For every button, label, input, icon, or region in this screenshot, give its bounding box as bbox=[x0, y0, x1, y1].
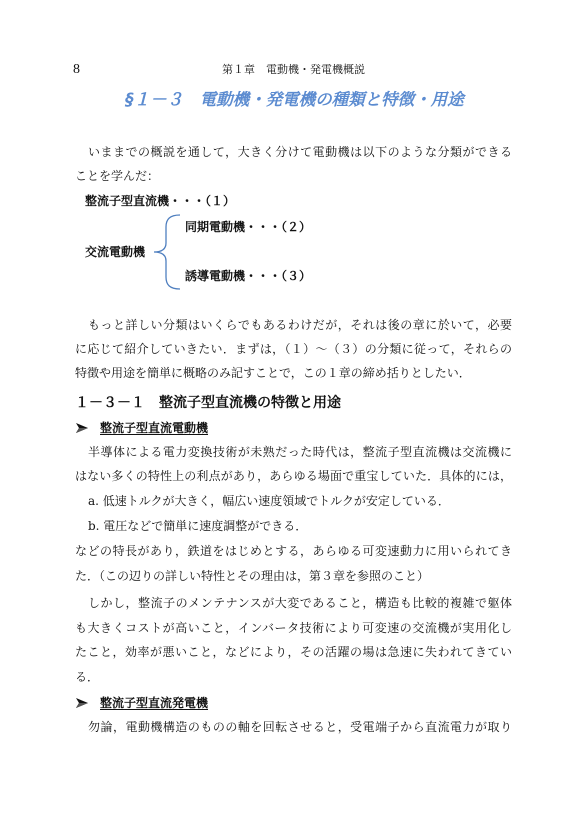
paragraph-line: た．（この辺りの詳しい特性とその理由は，第３章を参照のこと） bbox=[75, 569, 430, 583]
section-title: §１－３ 電動機・発電機の種類と特徴・用途 bbox=[125, 90, 464, 109]
list-item: b. 電圧などで簡単に速度調整ができる． bbox=[88, 519, 308, 533]
paragraph-line: 半導体による電力変換技術が未熟だった時代は，整流子型直流機は交流機に bbox=[88, 445, 512, 459]
paragraph-line: たこと，効率が悪いこと，などにより，その活躍の場は急速に失われてきてい bbox=[75, 645, 512, 659]
bullet-label: 整流子型直流発電機 bbox=[100, 696, 209, 710]
paragraph-line: る． bbox=[75, 670, 100, 684]
bullet-dc-generator bbox=[75, 691, 208, 715]
arrow-bullet-icon bbox=[75, 422, 89, 434]
bullet-label: 整流子型直流電動機 bbox=[100, 421, 209, 435]
paragraph-line: 勿論，電動機構造のものの軸を回転させると，受電端子から直流電力が取り bbox=[88, 720, 512, 734]
bullet-dc-motor bbox=[75, 416, 208, 440]
classification-ac-synchronous: 同期電動機・・・（２） bbox=[185, 220, 312, 234]
page-number: 8 bbox=[73, 62, 80, 77]
paragraph-line: も大きくコストが高いこと，インバータ技術により可変速の交流機が実用化し bbox=[75, 621, 512, 635]
paragraph-line: などの特長があり，鉄道をはじめとする，あらゆる可変速動力に用いられてき bbox=[75, 544, 512, 558]
subsection-heading: １－３－１ 整流子型直流機の特徴と用途 bbox=[75, 395, 341, 411]
paragraph-line: 特徴や用途を簡単に概略のみ記すことで，この１章の締め括りとしたい． bbox=[75, 366, 471, 380]
paragraph-line: いままでの概説を通して，大きく分けて電動機は以下のような分類ができる bbox=[88, 145, 512, 159]
paragraph-line: しかし，整流子のメンテナンスが大変であること，構造も比較的複雑で躯体 bbox=[88, 596, 512, 610]
paragraph-line: もっと詳しい分類はいくらでもあるわけだが，それは後の章に於いて，必要 bbox=[88, 318, 512, 332]
curly-brace bbox=[152, 213, 182, 291]
arrow-bullet-icon bbox=[75, 697, 89, 709]
chapter-header: 第１章 電動機・発電機概説 bbox=[222, 63, 365, 76]
list-item: a. 低速トルクが大きく，幅広い速度領域でトルクが安定している． bbox=[88, 494, 450, 508]
classification-ac: 交流電動機 bbox=[85, 245, 146, 259]
paragraph-line: ことを学んだ： bbox=[75, 169, 160, 183]
classification-dc: 整流子型直流機・・・（１） bbox=[85, 194, 236, 208]
classification-ac-induction: 誘導電動機・・・（３） bbox=[185, 269, 312, 283]
paragraph-line: はない多くの特性上の利点があり，あらゆる場面で重宝していた．具体的には， bbox=[75, 469, 512, 483]
paragraph-line: に応じて紹介していきたい．まずは，（１）～（３）の分類に従って，それらの bbox=[75, 342, 512, 356]
